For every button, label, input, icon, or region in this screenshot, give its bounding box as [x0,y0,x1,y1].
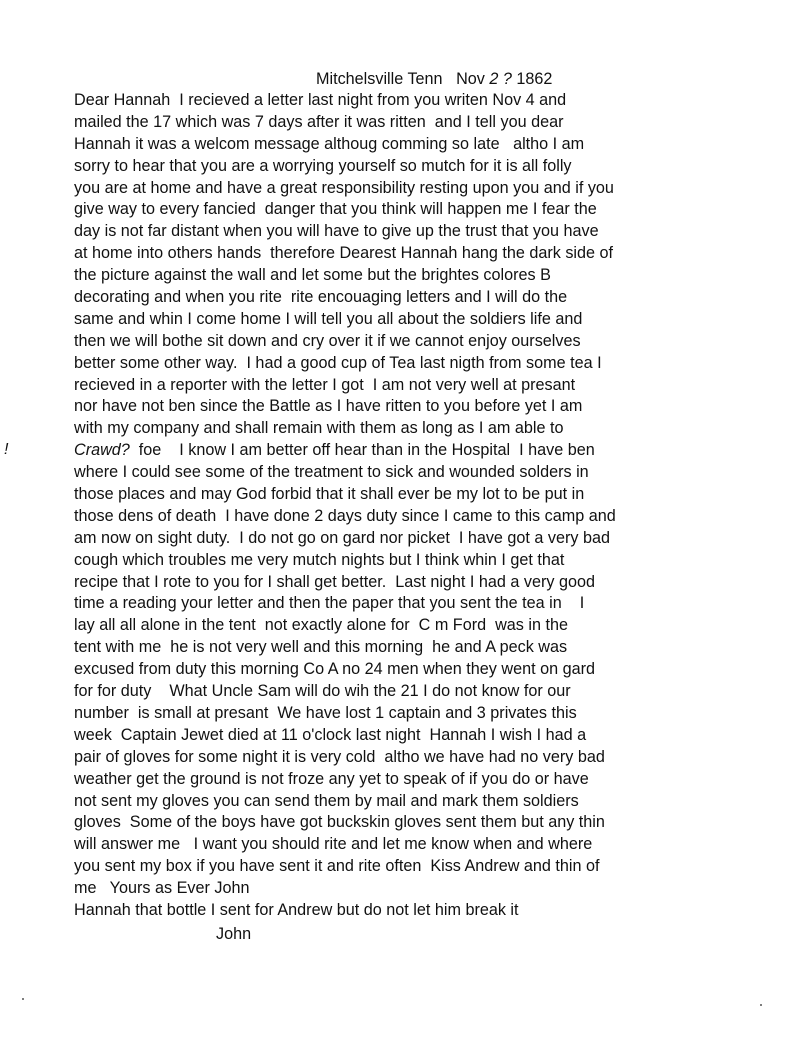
letter-line-text: better some other way. I had a good cup of Tea last nigth from some tea I [74,353,602,372]
letter-line [74,265,754,287]
letter-line [74,112,754,134]
letter-line-text: at home into others hands therefore Dearest Hannah hang the dark side of [74,244,614,263]
letter-line-text: foe I know I am better off hear than in the Hospital I have ben [129,441,595,460]
letter-line [74,725,754,747]
letter-line [74,199,754,221]
scan-speck [760,1004,762,1006]
letter-line [74,856,754,878]
margin-mark: ! [4,441,9,458]
letter-line-text: recieved in a reporter with the letter I got I am not very well at presant [74,375,576,394]
letter-line-text: lay all all alone in the tent not exactly alone for C m Ford was in the [74,616,568,635]
letter-line-text: with my company and shall remain with them as long as I am able to [74,419,564,438]
letter-line-text: the picture against the wall and let some but the brightes colores B [74,266,551,285]
letter-line-text: recipe that I rote to you for I shall get better. Last night I had a very good [74,572,596,591]
letter-line [74,287,754,309]
letter-line-text: time a reading your letter and then the paper that you sent the tea in I [74,594,585,613]
letter-line-text: sorry to hear that you are a worrying yourself so mutch for it is all folly [74,156,572,175]
letter-line [74,878,754,900]
letter-line-text: give way to every fancied danger that you think will happen me I fear the [74,200,597,219]
letter-line-text: you are at home and have a great responsibility resting upon you and if you [74,178,614,197]
letter-line-text: decorating and when you rite rite encouaging letters and I will do the [74,288,568,307]
letter-line [74,703,754,725]
heading-year: 1862 [516,70,553,88]
letter-line [74,681,754,703]
letter-line-text: excused from duty this morning Co A no 24 men when they went on gard [74,660,595,679]
letter-line [74,156,754,178]
letter-line [74,900,754,922]
letter-line [74,593,754,615]
heading-place: Mitchelsville Tenn [316,70,443,88]
letter-line [74,178,754,200]
letter-line [74,528,754,550]
letter-line-text: Dear Hannah I recieved a letter last night from you writen Nov 4 and [74,91,567,109]
letter-line [74,484,754,506]
letter-line [74,791,754,813]
letter-line-text: cough which troubles me very mutch nights but I think whin I get that [74,550,565,569]
letter-line-text: week Captain Jewet died at 11 o'clock last night Hannah I wish I had a [74,725,587,744]
letter-line-text: am now on sight duty. I do not go on gard nor picket I have got a very bad [74,528,611,547]
letter-line-text: you sent my box if you have sent it and rite often Kiss Andrew and thin of [74,857,600,876]
letter-line-text: mailed the 17 which was 7 days after it was ritten and I tell you dear [74,112,564,131]
letter-line [74,243,754,265]
letter-line [74,812,754,834]
heading-day: 2 ? [489,70,512,88]
letter-line-text: same and whin I come home I will tell you all about the soldiers life and [74,309,583,328]
letter-line [74,134,754,156]
letter-line [74,396,754,418]
letter-line-text: those places and may God forbid that it shall ever be my lot to be put in [74,485,585,504]
letter-body [74,90,754,922]
letter-line-text: pair of gloves for some night it is very cold altho we have had no very bad [74,747,605,766]
letter-line-text: then we will bothe sit down and cry over it if we cannot enjoy ourselves [74,331,581,350]
letter-line [74,90,754,112]
letter-line [74,353,754,375]
letter-line-text: Hannah it was a welcom message althoug comming so late altho I am [74,134,585,153]
letter-line [74,331,754,353]
scan-speck [22,998,24,1000]
uncertain-word: Crawd? [74,441,130,460]
letter-line-text: weather get the ground is not froze any yet to speak of if you do or have [74,769,589,788]
letter-line [74,550,754,572]
heading-month: Nov [456,70,485,88]
letter-line-text: where I could see some of the treatment to sick and wounded solders in [74,463,589,482]
letter-line [74,506,754,528]
letter-line [74,659,754,681]
letter-line [74,637,754,659]
letter-line [74,375,754,397]
letter-line [74,769,754,791]
letter-line-text: day is not far distant when you will have to give up the trust that you have [74,222,599,241]
letter-line [74,221,754,243]
letter-line-text: for for duty What Uncle Sam will do wih the 21 I do not know for our [74,682,571,701]
letter-line [74,418,754,440]
letter-line-text: Hannah that bottle I sent for Andrew but do not let him break it [74,900,519,919]
letter-line-text: gloves Some of the boys have got buckskin gloves sent them but any thin [74,813,605,832]
letter-line-text: nor have not ben since the Battle as I have ritten to you before yet I am [74,397,583,416]
letter-line [74,572,754,594]
letter-line-text: me Yours as Ever John [74,879,250,898]
signoff-name: John [216,925,252,943]
letter-line [74,747,754,769]
letter-heading [316,68,552,90]
letter-line [74,440,754,462]
letter-line [74,462,754,484]
letter-line-text: will answer me I want you should rite and let me know when and where [74,835,593,854]
letter-line [74,309,754,331]
letter-line [74,615,754,637]
letter-line-text: number is small at presant We have lost 1 captain and 3 privates this [74,703,577,722]
letter-line-text: tent with me he is not very well and this morning he and A peck was [74,638,568,657]
letter-line-text: those dens of death I have done 2 days duty since I came to this camp and [74,506,616,525]
letter-line [74,834,754,856]
letter-line-text: not sent my gloves you can send them by mail and mark them soldiers [74,791,579,810]
